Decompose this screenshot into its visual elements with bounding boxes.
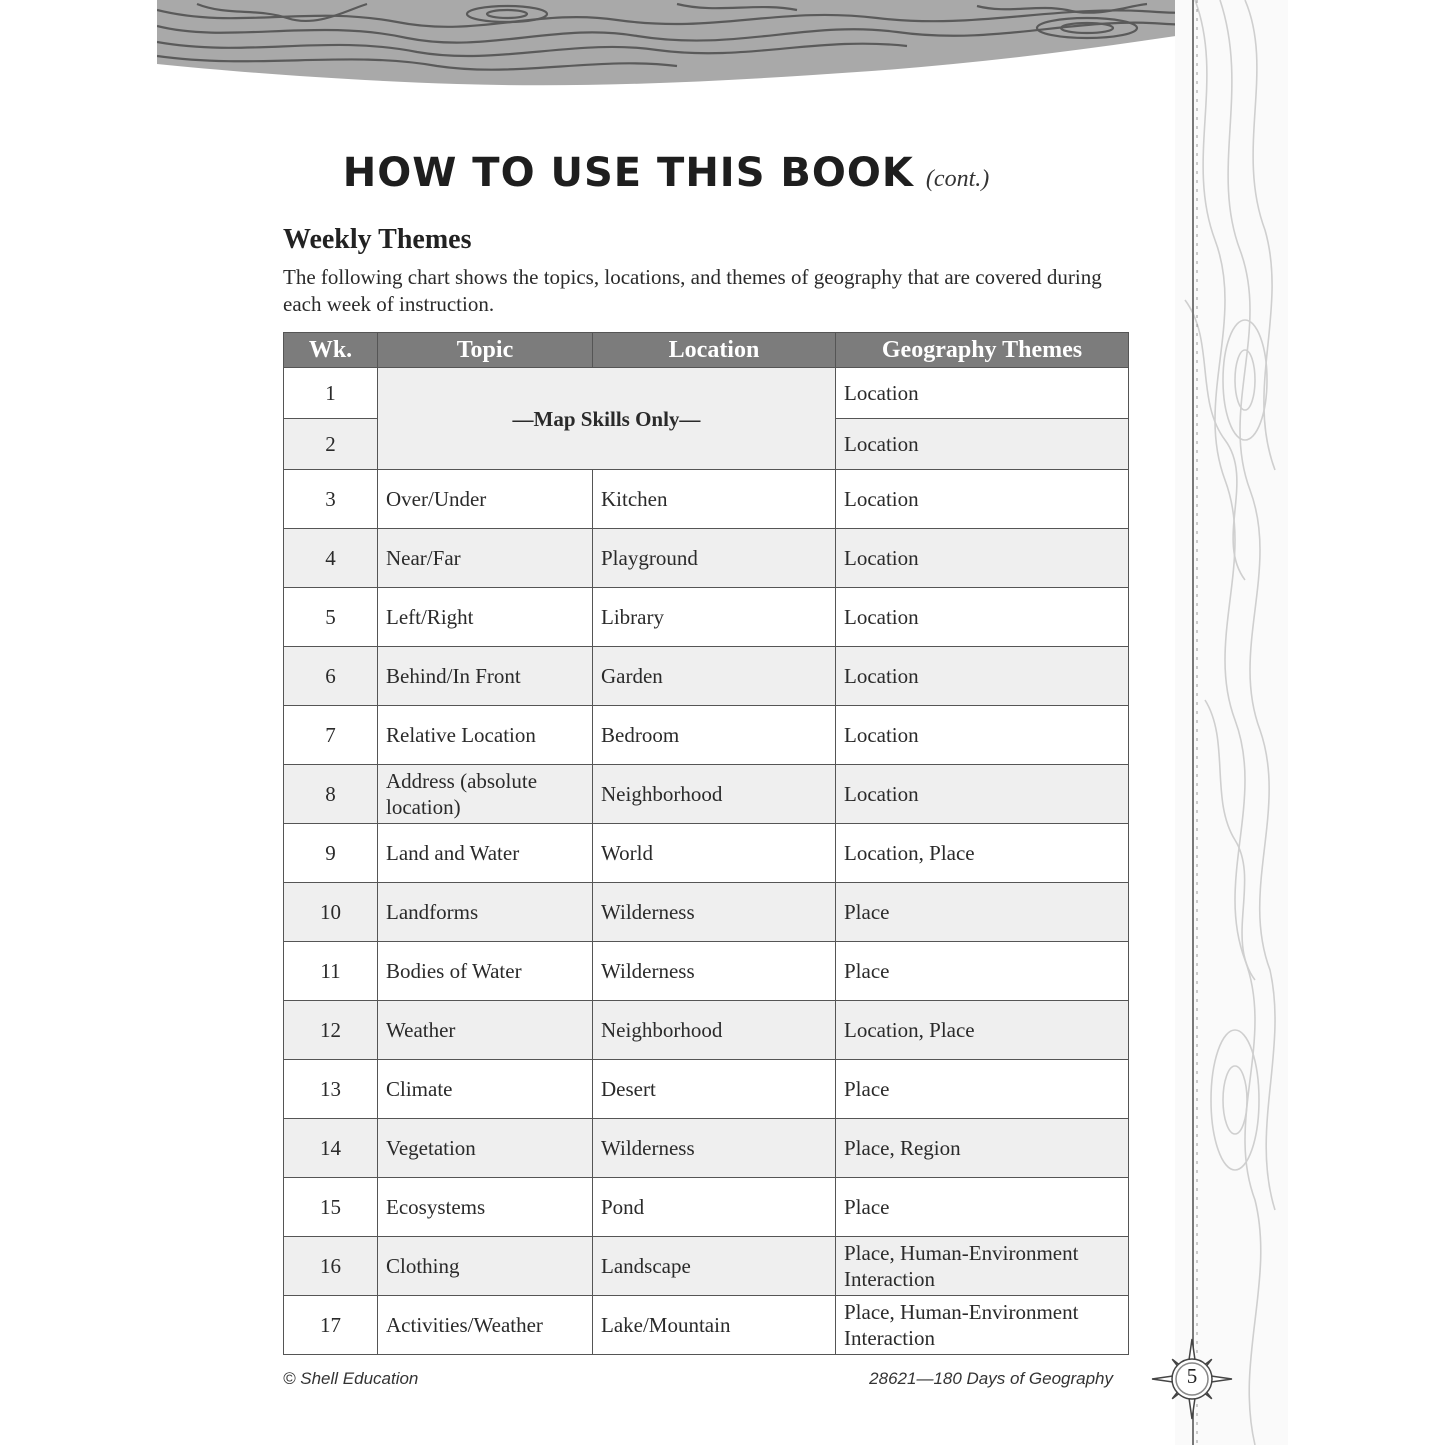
themes-cell: Location bbox=[836, 368, 1129, 419]
themes-cell: Place bbox=[836, 1060, 1129, 1119]
week-cell: 8 bbox=[284, 765, 378, 824]
week-cell: 3 bbox=[284, 470, 378, 529]
week-cell: 5 bbox=[284, 588, 378, 647]
column-header-location: Location bbox=[593, 333, 836, 368]
week-cell: 1 bbox=[284, 368, 378, 419]
location-cell: Bedroom bbox=[593, 706, 836, 765]
page-title bbox=[157, 150, 1175, 196]
topic-cell: Over/Under bbox=[378, 470, 593, 529]
topic-cell: Land and Water bbox=[378, 824, 593, 883]
themes-cell: Place bbox=[836, 942, 1129, 1001]
footer-book-title: 28621—180 Days of Geography bbox=[869, 1369, 1113, 1388]
location-cell: Playground bbox=[593, 529, 836, 588]
week-cell: 6 bbox=[284, 647, 378, 706]
themes-cell: Place, Human-Environment Interaction bbox=[836, 1237, 1129, 1296]
location-cell: Library bbox=[593, 588, 836, 647]
location-cell: Garden bbox=[593, 647, 836, 706]
topographic-header-band bbox=[157, 0, 1288, 100]
table-row bbox=[284, 529, 1129, 588]
table-row bbox=[284, 470, 1129, 529]
topographic-side-strip bbox=[1175, 0, 1288, 1445]
table-row bbox=[284, 883, 1129, 942]
topic-cell: Address (absolute location) bbox=[378, 765, 593, 824]
week-cell: 9 bbox=[284, 824, 378, 883]
location-cell: Wilderness bbox=[593, 942, 836, 1001]
weekly-themes-table bbox=[283, 332, 1129, 1355]
intro-paragraph: The following chart shows the topics, locations, and themes of geography that are covered during each week of instruction. bbox=[283, 265, 1102, 316]
footer-publisher: © Shell Education bbox=[283, 1369, 419, 1388]
topic-cell: Ecosystems bbox=[378, 1178, 593, 1237]
themes-cell: Location bbox=[836, 470, 1129, 529]
table-row bbox=[284, 1119, 1129, 1178]
table-header-row bbox=[284, 333, 1129, 368]
table-row bbox=[284, 765, 1129, 824]
topic-cell: Vegetation bbox=[378, 1119, 593, 1178]
week-cell: 10 bbox=[284, 883, 378, 942]
page-title-main: HOW TO USE THIS BOOK bbox=[342, 150, 914, 196]
themes-cell: Location bbox=[836, 529, 1129, 588]
location-cell: Neighborhood bbox=[593, 765, 836, 824]
location-cell: Wilderness bbox=[593, 883, 836, 942]
location-cell: Neighborhood bbox=[593, 1001, 836, 1060]
week-cell: 7 bbox=[284, 706, 378, 765]
table-row bbox=[284, 1001, 1129, 1060]
themes-cell: Place bbox=[836, 1178, 1129, 1237]
location-cell: Landscape bbox=[593, 1237, 836, 1296]
week-cell: 2 bbox=[284, 419, 378, 470]
location-cell: Lake/Mountain bbox=[593, 1296, 836, 1355]
themes-cell: Location bbox=[836, 647, 1129, 706]
table-row bbox=[284, 1296, 1129, 1355]
map-skills-merged-cell: —Map Skills Only— bbox=[378, 368, 836, 470]
location-cell: Wilderness bbox=[593, 1119, 836, 1178]
week-cell: 17 bbox=[284, 1296, 378, 1355]
week-cell: 11 bbox=[284, 942, 378, 1001]
table-row bbox=[284, 1178, 1129, 1237]
page-title-suffix: (cont.) bbox=[925, 166, 990, 192]
topic-cell: Left/Right bbox=[378, 588, 593, 647]
table-row bbox=[284, 824, 1129, 883]
table-row bbox=[284, 588, 1129, 647]
themes-cell: Location bbox=[836, 419, 1129, 470]
topic-cell: Climate bbox=[378, 1060, 593, 1119]
week-cell: 4 bbox=[284, 529, 378, 588]
column-header-themes: Geography Themes bbox=[836, 333, 1129, 368]
week-cell: 13 bbox=[284, 1060, 378, 1119]
table-row bbox=[284, 942, 1129, 1001]
topic-cell: Activities/Weather bbox=[378, 1296, 593, 1355]
themes-cell: Place, Region bbox=[836, 1119, 1129, 1178]
table-row bbox=[284, 647, 1129, 706]
topic-cell: Bodies of Water bbox=[378, 942, 593, 1001]
column-header-topic: Topic bbox=[378, 333, 593, 368]
themes-cell: Location, Place bbox=[836, 1001, 1129, 1060]
themes-cell: Location bbox=[836, 588, 1129, 647]
week-cell: 12 bbox=[284, 1001, 378, 1060]
week-cell: 14 bbox=[284, 1119, 378, 1178]
page-number: 5 bbox=[1186, 1364, 1198, 1388]
topic-cell: Relative Location bbox=[378, 706, 593, 765]
column-header-week: Wk. bbox=[284, 333, 378, 368]
location-cell: Desert bbox=[593, 1060, 836, 1119]
themes-cell: Place bbox=[836, 883, 1129, 942]
themes-cell: Location bbox=[836, 765, 1129, 824]
table-row bbox=[284, 706, 1129, 765]
table-row bbox=[284, 1060, 1129, 1119]
themes-cell: Place, Human-Environment Interaction bbox=[836, 1296, 1129, 1355]
location-cell: Kitchen bbox=[593, 470, 836, 529]
themes-cell: Location, Place bbox=[836, 824, 1129, 883]
topic-cell: Landforms bbox=[378, 883, 593, 942]
location-cell: World bbox=[593, 824, 836, 883]
table-row bbox=[284, 1237, 1129, 1296]
topic-cell: Near/Far bbox=[378, 529, 593, 588]
week-cell: 16 bbox=[284, 1237, 378, 1296]
section-heading: Weekly Themes bbox=[283, 224, 472, 255]
topic-cell: Behind/In Front bbox=[378, 647, 593, 706]
location-cell: Pond bbox=[593, 1178, 836, 1237]
topic-cell: Clothing bbox=[378, 1237, 593, 1296]
week-cell: 15 bbox=[284, 1178, 378, 1237]
themes-cell: Location bbox=[836, 706, 1129, 765]
topic-cell: Weather bbox=[378, 1001, 593, 1060]
table-row bbox=[284, 368, 1129, 419]
